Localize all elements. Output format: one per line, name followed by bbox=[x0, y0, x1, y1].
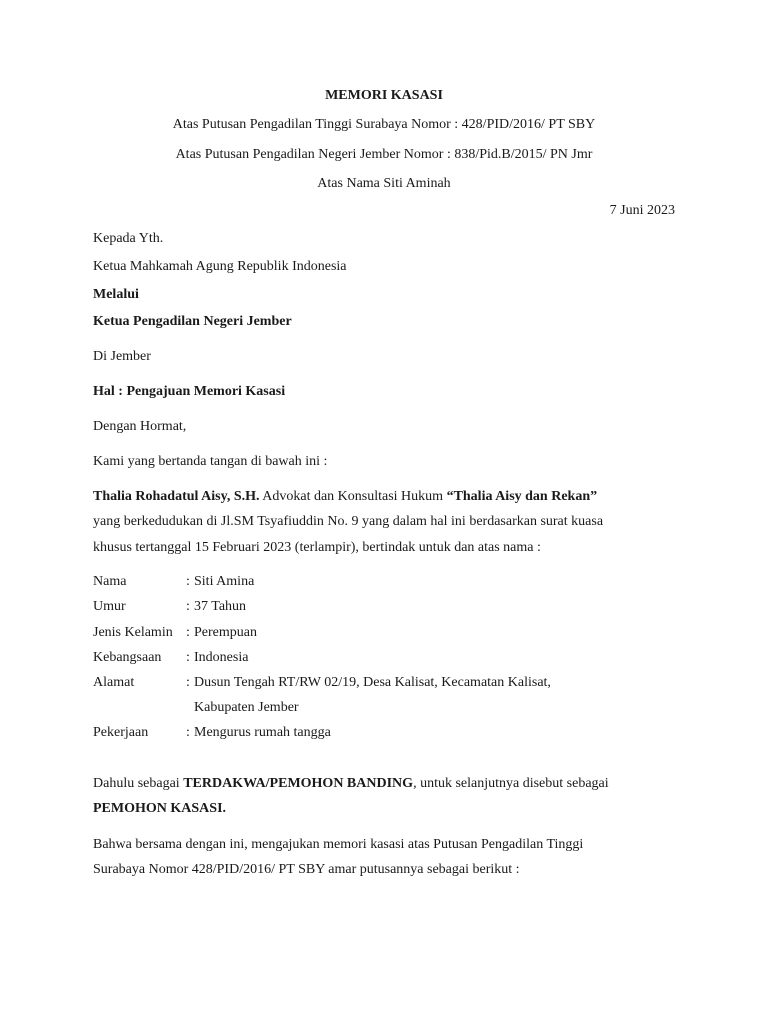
client-colon: : bbox=[186, 725, 190, 740]
client-value: Perempuan bbox=[194, 625, 257, 640]
client-colon: : bbox=[186, 675, 190, 690]
document-date: 7 Juni 2023 bbox=[609, 203, 675, 218]
advocate-firm: “Thalia Aisy dan Rekan” bbox=[446, 489, 598, 504]
client-label: Jenis Kelamin bbox=[93, 625, 173, 640]
client-label: Kebangsaan bbox=[93, 650, 162, 665]
address-recipient: Ketua Mahkamah Agung Republik Indonesia bbox=[93, 259, 347, 274]
client-colon: : bbox=[186, 650, 190, 665]
status-prefix: Dahulu sebagai bbox=[93, 776, 184, 791]
closing-line-1: Bahwa bersama dengan ini, mengajukan memori kasasi atas Putusan Pengadilan Tinggi bbox=[93, 837, 584, 852]
advocate-mandate: khusus tertanggal 15 Februari 2023 (terlampir), bertindak untuk dan atas nama : bbox=[93, 540, 541, 555]
status-role: TERDAKWA/PEMOHON BANDING bbox=[183, 776, 414, 791]
address-to: Kepada Yth. bbox=[93, 231, 164, 246]
advocate-address: yang berkedudukan di Jl.SM Tsyafiuddin No. 9 yang dalam hal ini berdasarkan surat kuasa bbox=[93, 514, 604, 529]
greeting: Dengan Hormat, bbox=[93, 419, 187, 434]
advocate-line bbox=[93, 488, 597, 506]
client-colon: : bbox=[186, 574, 190, 589]
client-value: Siti Amina bbox=[194, 574, 255, 589]
client-value: Indonesia bbox=[194, 650, 249, 665]
client-label: Alamat bbox=[93, 675, 135, 690]
status-line bbox=[93, 775, 609, 793]
status-new-role: PEMOHON KASASI. bbox=[93, 801, 227, 816]
subtitle-district-court: Atas Putusan Pengadilan Negeri Jember Nomor : 838/Pid.B/2015/ PN Jmr bbox=[175, 147, 593, 162]
client-colon: : bbox=[186, 599, 190, 614]
closing-line-2: Surabaya Nomor 428/PID/2016/ PT SBY amar putusannya sebagai berikut : bbox=[93, 862, 520, 877]
address-via: Melalui bbox=[93, 287, 139, 302]
status-suffix: , untuk selanjutnya disebut sebagai bbox=[413, 776, 609, 791]
advocate-role: Advokat dan Konsultasi Hukum bbox=[259, 489, 447, 504]
subtitle-high-court: Atas Putusan Pengadilan Tinggi Surabaya Nomor : 428/PID/2016/ PT SBY bbox=[172, 117, 596, 132]
advocate-name: Thalia Rohadatul Aisy, S.H. bbox=[93, 489, 260, 504]
client-colon: : bbox=[186, 625, 190, 640]
client-label: Pekerjaan bbox=[93, 725, 149, 740]
client-value: Dusun Tengah RT/RW 02/19, Desa Kalisat, Kecamatan Kalisat, bbox=[194, 675, 551, 690]
intro-text: Kami yang bertanda tangan di bawah ini : bbox=[93, 454, 328, 469]
subtitle-defendant: Atas Nama Siti Aminah bbox=[317, 176, 451, 191]
address-location: Di Jember bbox=[93, 349, 151, 364]
client-value-continued: Kabupaten Jember bbox=[194, 700, 299, 715]
client-label: Nama bbox=[93, 574, 127, 589]
document-title: MEMORI KASASI bbox=[325, 88, 443, 103]
address-via-recipient: Ketua Pengadilan Negeri Jember bbox=[93, 314, 292, 329]
client-value: 37 Tahun bbox=[194, 599, 247, 614]
client-label: Umur bbox=[93, 599, 126, 614]
subject-line: Hal : Pengajuan Memori Kasasi bbox=[93, 384, 286, 399]
client-value: Mengurus rumah tangga bbox=[194, 725, 331, 740]
